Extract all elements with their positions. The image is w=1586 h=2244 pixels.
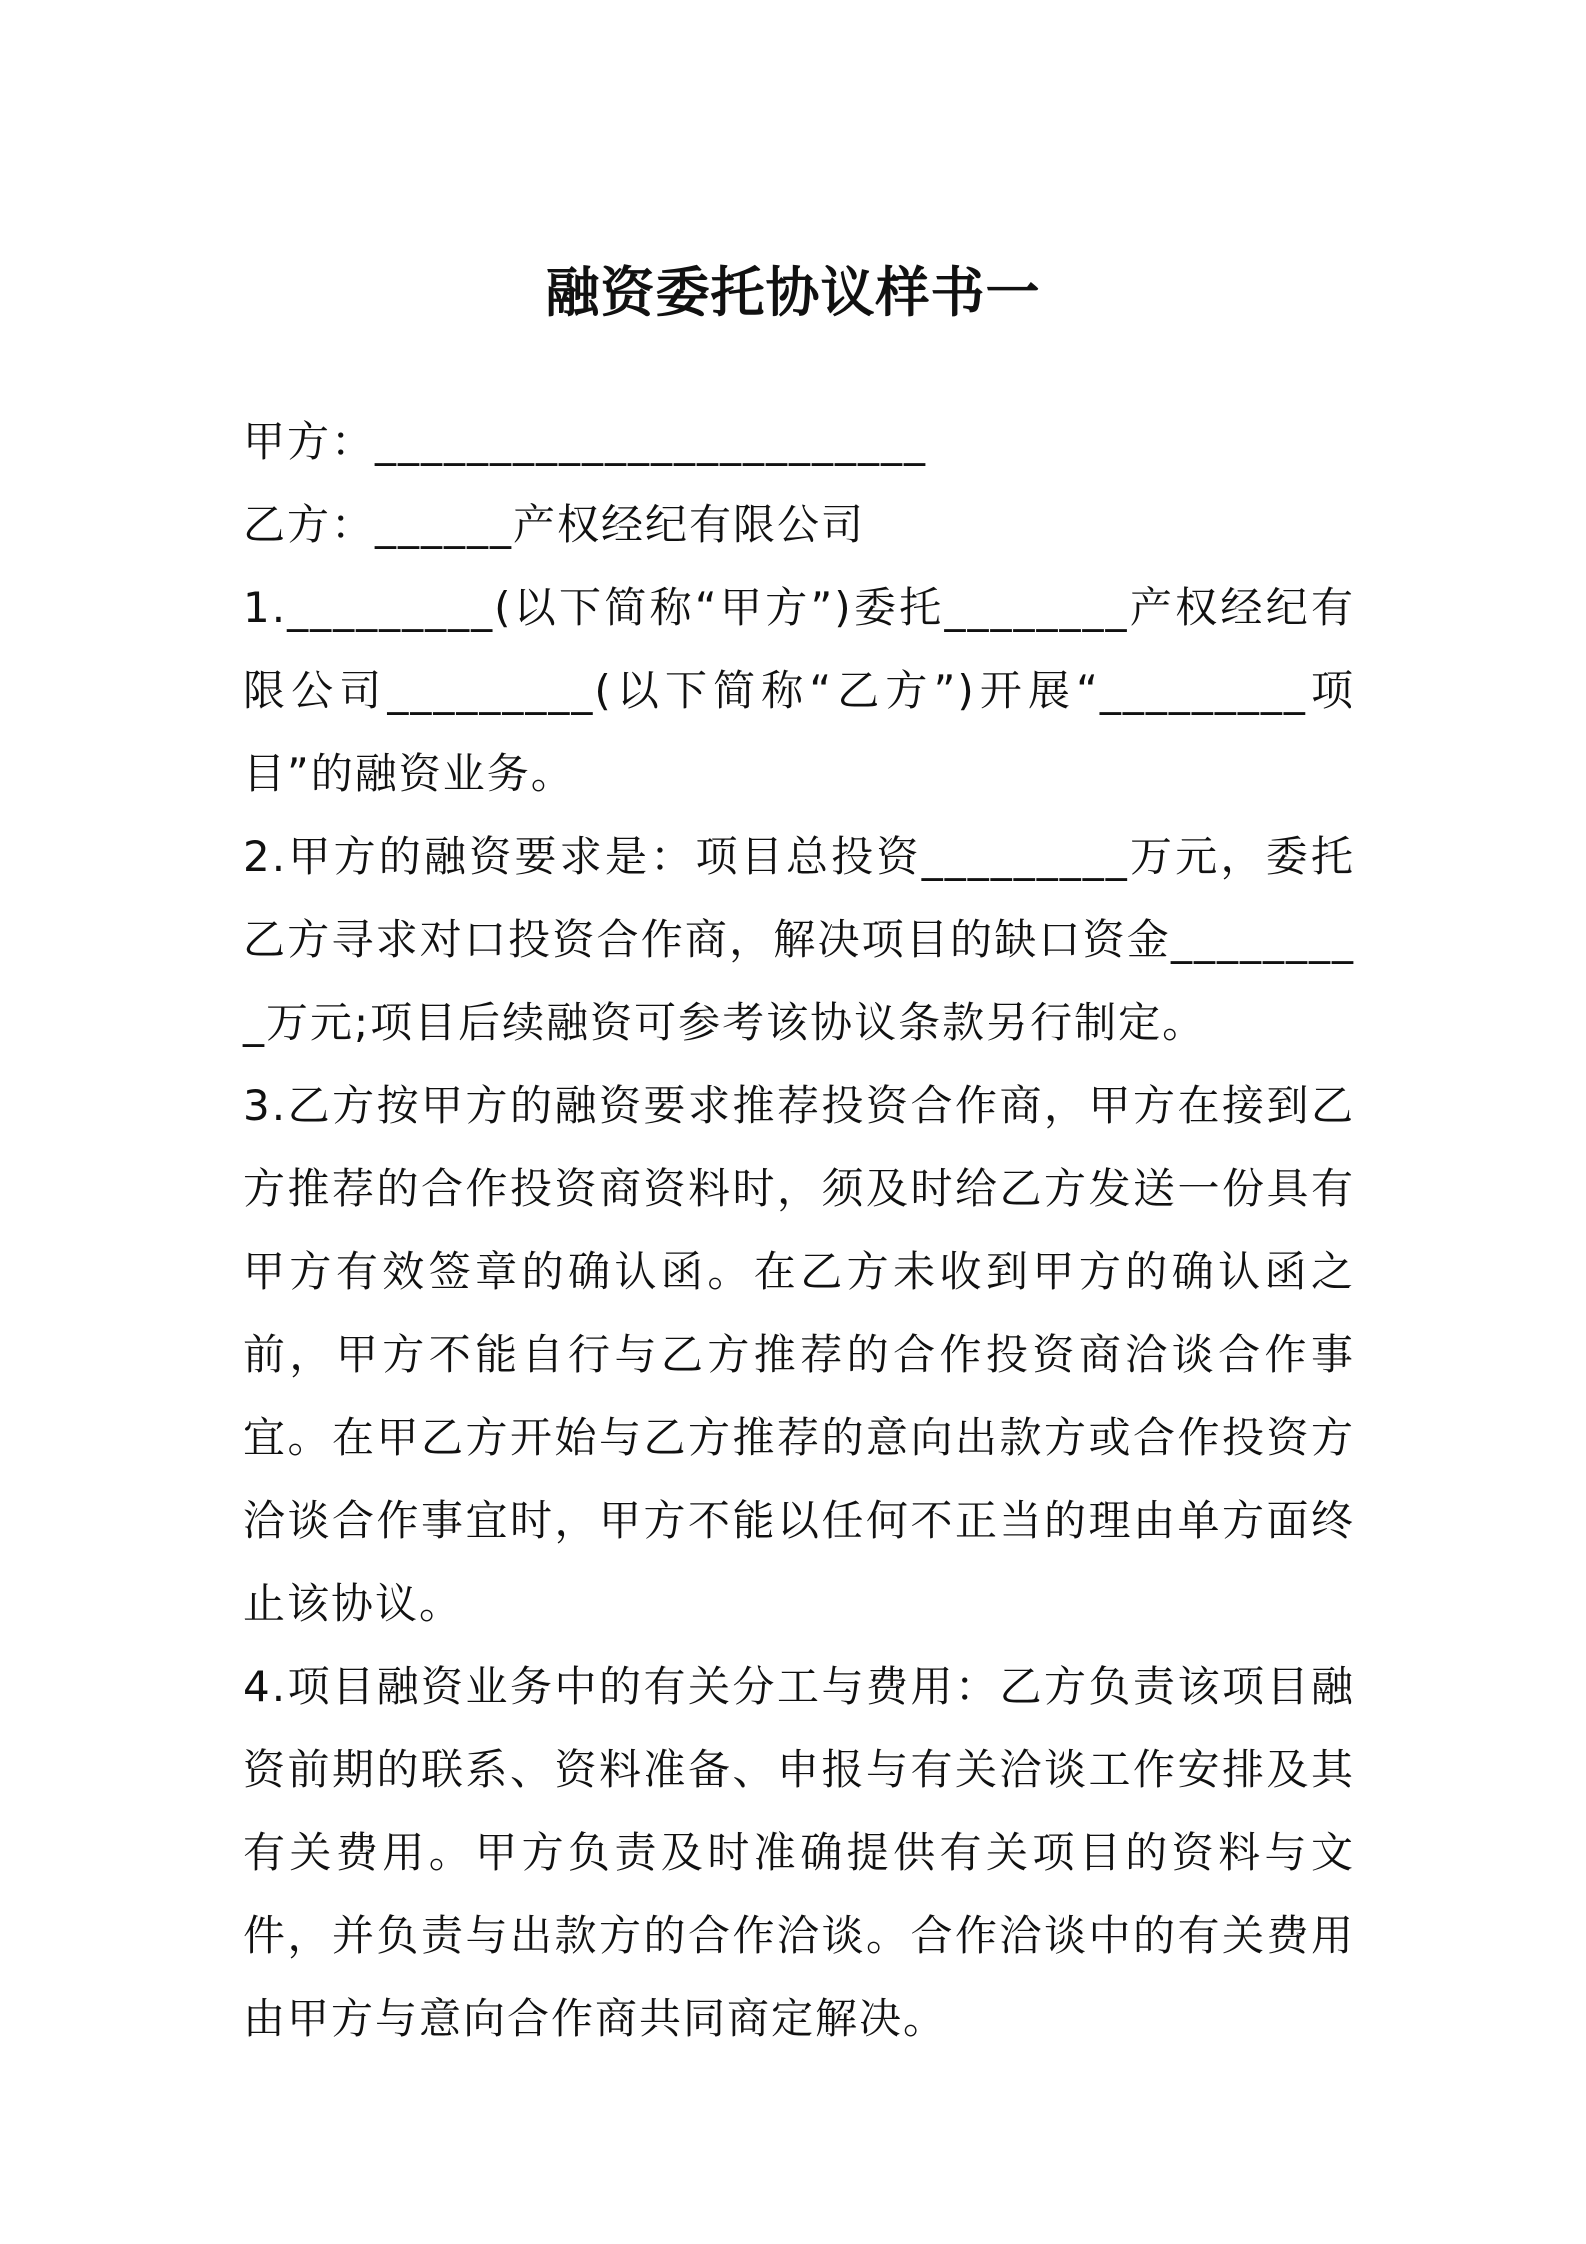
party-a-line: 甲方：________________________ [243,417,928,466]
clause-1: 1._________(以下简称“甲方”)委托________产权经纪有限公司_________(以下简称“乙方”)开展“_________项目”的融资业务。 [243,583,1355,798]
document-title: 融资委托协议样书一 [545,261,1041,324]
party-b-line: 乙方：______产权经纪有限公司 [243,500,866,549]
clause-4: 4.项目融资业务中的有关分工与费用：乙方负责该项目融资前期的联系、资料准备、申报与有关洽谈工作安排及其有关费用。甲方负责及时准确提供有关项目的资料与文件，并负责与出款方的合作洽谈。合作洽谈中的有关费用由甲方与意向合作商共同商定解决。 [243,1662,1355,2043]
document-body [243,400,1355,2060]
clause-2: 2.甲方的融资要求是：项目总投资_________万元，委托乙方寻求对口投资合作商，解决项目的缺口资金_________万元;项目后续融资可参考该协议条款另行制定。 [243,832,1355,1047]
clause-3: 3.乙方按甲方的融资要求推荐投资合作商，甲方在接到乙方推荐的合作投资商资料时，须及时给乙方发送一份具有甲方有效签章的确认函。在乙方未收到甲方的确认函之前，甲方不能自行与乙方推荐的合作投资商洽谈合作事宜。在甲乙方开始与乙方推荐的意向出款方或合作投资方洽谈合作事宜时，甲方不能以任何不正当的理由单方面终止该协议。 [243,1081,1355,1628]
